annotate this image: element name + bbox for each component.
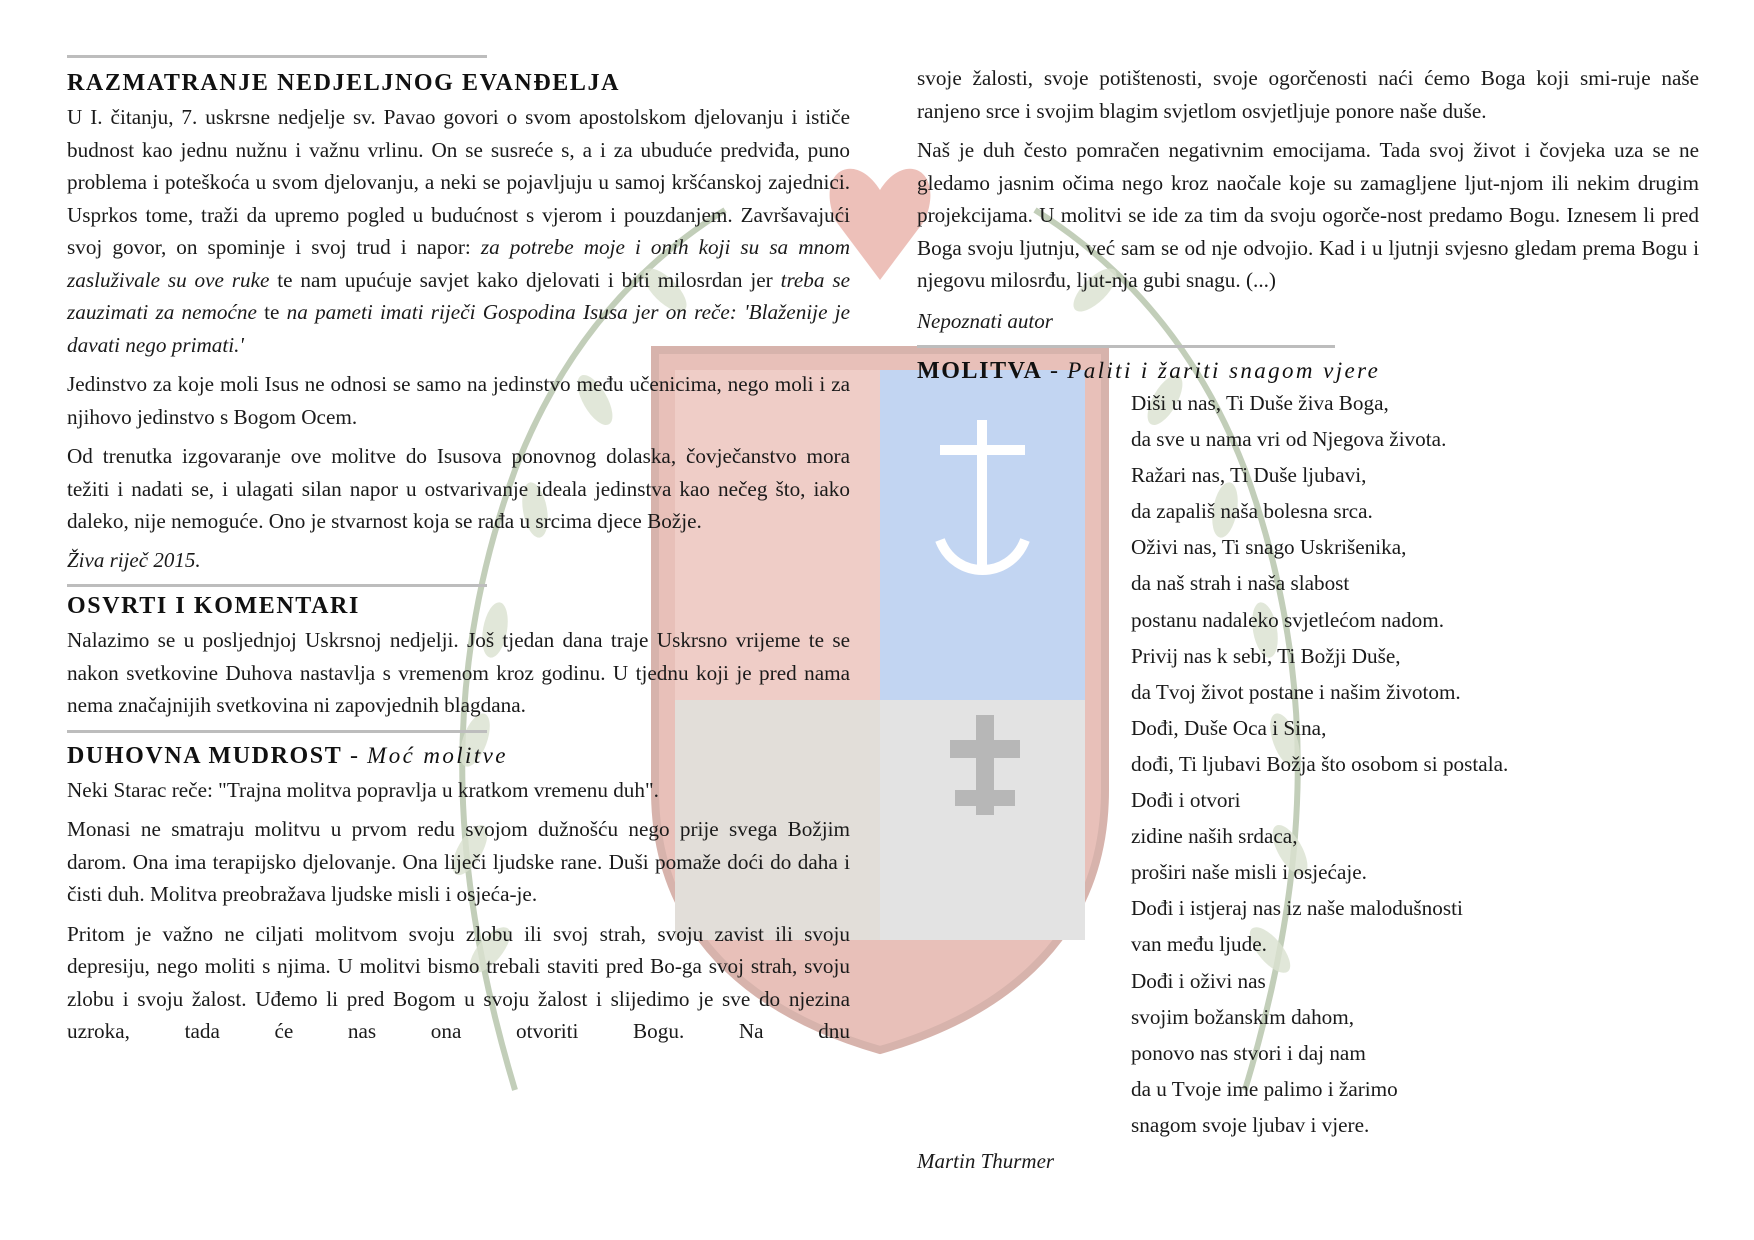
title-dash: - bbox=[1042, 358, 1068, 384]
section-rule bbox=[67, 55, 487, 58]
continued-paragraph-2: Naš je duh često pomračen negativnim emocijama. Tada svoj život i čovjeka uza se ne gledamo jasnim očima nego kroz naočale koje su zamagljene ljut-njom ili nekim drugim projekcijama. U molitvi se ide za tim da svoju ogorče-nost predamo Bogu. Iznesem li pred Boga svoju ljutnju, već sam se od nje odvojio. Kad i u ljutnji svjesno gledam prema Bogu i njegovu milosrđu, ljut-nja gubi snagu. (...) bbox=[917, 138, 1699, 292]
text-run: te bbox=[256, 300, 287, 324]
poem-line: Privij nas k sebi, Ti Božji Duše, bbox=[1131, 643, 1401, 668]
continued-paragraph-1: svoje žalosti, svoje potištenosti, svoje ogorčenosti naći ćemo Boga koji smi-ruje naše ranjeno srce i svojim blagim svjetlom osvjetljuje ponore naše duše. bbox=[917, 66, 1699, 123]
quote-run: za potrebe moje i onih koji su sa mnom zasluživale su ove ruke bbox=[67, 235, 850, 292]
poem-line: proširi naše misli i osjećaje. bbox=[1131, 860, 1367, 885]
poem-line: Dođi i oživi nas bbox=[1131, 968, 1266, 993]
poem-line: zidine naših srdaca, bbox=[1131, 824, 1298, 849]
title-main: DUHOVNA MUDROST bbox=[67, 742, 343, 769]
section-title-molitva bbox=[917, 358, 1699, 385]
right-column bbox=[917, 0, 1699, 1177]
razmatranje-paragraph-2: Jedinstvo za koje moli Isus ne odnosi se samo na jedinstvo među učenicima, nego moli i za njihovo jedinstvo s Bogom Ocem. bbox=[67, 372, 850, 429]
poem-line: da u Tvoje ime palimo i žarimo bbox=[1131, 1076, 1398, 1101]
poem-line: dođi, Ti ljubavi Božja što osobom si postala. bbox=[1131, 751, 1509, 776]
title-dash: - bbox=[342, 742, 368, 769]
text-run: te nam upućuje savjet kako djelovati i biti milosrdan jer bbox=[269, 267, 781, 292]
poem-line: da naš strah i naša slabost bbox=[1131, 571, 1350, 596]
poem-line: svojim božanskim dahom, bbox=[1131, 1004, 1355, 1029]
section-title-razmatranje: RAZMATRANJE NEDJELJNOG EVANĐELJA bbox=[67, 70, 621, 96]
section-title-osvrti: OSVRTI I KOMENTARI bbox=[67, 593, 360, 619]
poem-line: da zapališ naša bolesna srca. bbox=[1131, 499, 1373, 524]
osvrti-paragraph-1: Nalazimo se u posljednjoj Uskrsnoj nedjelji. Još tjedan dana traje Uskrsno vrijeme te se nakon svetkovine Duhova nastavlja s vremenom kroz godinu. U tjednu koji je pred nama nema značajnijih svetkovina ni zapovjednih blagdana. bbox=[67, 628, 850, 717]
section-rule bbox=[917, 345, 1335, 348]
poem-line: da sve u nama vri od Njegova života. bbox=[1131, 427, 1447, 452]
poem-author: Martin Thurmer bbox=[917, 1148, 1055, 1173]
poem-line: van među ljude. bbox=[1131, 932, 1267, 957]
source-ziva-rijec: Živa riječ 2015. bbox=[67, 547, 201, 572]
poem-line: Dođi i istjeraj nas iz naše malodušnosti bbox=[1131, 896, 1463, 921]
section-rule bbox=[67, 730, 487, 733]
poem-line: ponovo nas stvori i daj nam bbox=[1131, 1040, 1366, 1065]
poem-line: postanu nadaleko svjetlećom nadom. bbox=[1131, 607, 1445, 632]
prayer-poem bbox=[1131, 385, 1699, 1143]
mudrost-paragraph-1: Neki Starac reče: "Trajna molitva popravlja u kratkom vremenu duh". bbox=[67, 777, 659, 802]
section-rule bbox=[67, 584, 487, 587]
title-subtitle: Moć molitve bbox=[367, 742, 508, 768]
mudrost-paragraph-2: Monasi ne smatraju molitvu u prvom redu svojom dužnošću nego prije svega Božjim darom. Ona ima terapijsko djelovanje. Ona liječi ljudske rane. Duši pomaže doći do daha i čisti duh. Molitva preobražava ljudske misli i osjeća-je. bbox=[67, 817, 850, 906]
mudrost-paragraph-3: Pritom je važno ne ciljati molitvom svoju zlobu ili svoj strah, svoju zavist ili svoju depresiju, nego moliti s njima. U molitvi bismo trebali staviti pred Bo-ga svoj strah, svoju zlobu i svoju žalost. Uđemo li pred Bogom u svoju žalost i slijedimo je sve do njezina uzroka, tada će nas ona otvoriti Bogu. Na dnu bbox=[67, 921, 850, 1043]
poem-line: Dođi i otvori bbox=[1131, 788, 1241, 813]
poem-line: Oživi nas, Ti snago Uskrišenika, bbox=[1131, 535, 1407, 560]
text-run: U I. čitanju, 7. uskrsne nedjelje sv. Pavao govori o svom apostolskom djelovanju i ističe budnost kao jednu nužnu i važnu vrlinu. On se susreće s, a i za ubuduće predviđa, puno problema i poteškoća u svom djelovanju, a neki se pojavljuju u samoj kršćanskoj zajednici. Usprkos tome, traži da upremo pogled u budućnost s vjerom i pouzdanjem. Završavajući svoj govor, on spominje i svoj trud i napor: bbox=[67, 105, 850, 259]
source-nepoznati-autor: Nepoznati autor bbox=[917, 308, 1053, 333]
poem-line: da Tvoj život postane i našim životom. bbox=[1131, 679, 1461, 704]
quote-run: na pameti imati riječi Gospodina Isusa jer on reče: 'Blaženije je davati nego primati.' bbox=[67, 300, 851, 357]
title-main: MOLITVA bbox=[917, 358, 1043, 384]
section-title-duhovna-mudrost bbox=[67, 743, 850, 770]
poem-line: snagom svoje ljubav i vjere. bbox=[1131, 1112, 1370, 1137]
razmatranje-paragraph-1 bbox=[67, 101, 850, 361]
quote-run: treba se zauzimati za nemoćne bbox=[67, 267, 850, 324]
poem-line: Diši u nas, Ti Duše živa Boga, bbox=[1131, 391, 1389, 415]
title-subtitle: Paliti i žariti snagom vjere bbox=[1067, 358, 1381, 383]
razmatranje-paragraph-3: Od trenutka izgovaranje ove molitve do Isusova ponovnog dolaska, čovječanstvo mora težiti i nadati se, i ulagati silan napor u ostvarivanje ideala jedinstva kao nečeg što, iako daleko, nije nemoguće. Ono je stvarnost koja se rađa u srcima djece Božje. bbox=[67, 444, 850, 533]
poem-line: Ražari nas, Ti Duše ljubavi, bbox=[1131, 463, 1367, 488]
poem-line: Dođi, Duše Oca i Sina, bbox=[1131, 715, 1327, 740]
left-column bbox=[67, 0, 850, 1048]
